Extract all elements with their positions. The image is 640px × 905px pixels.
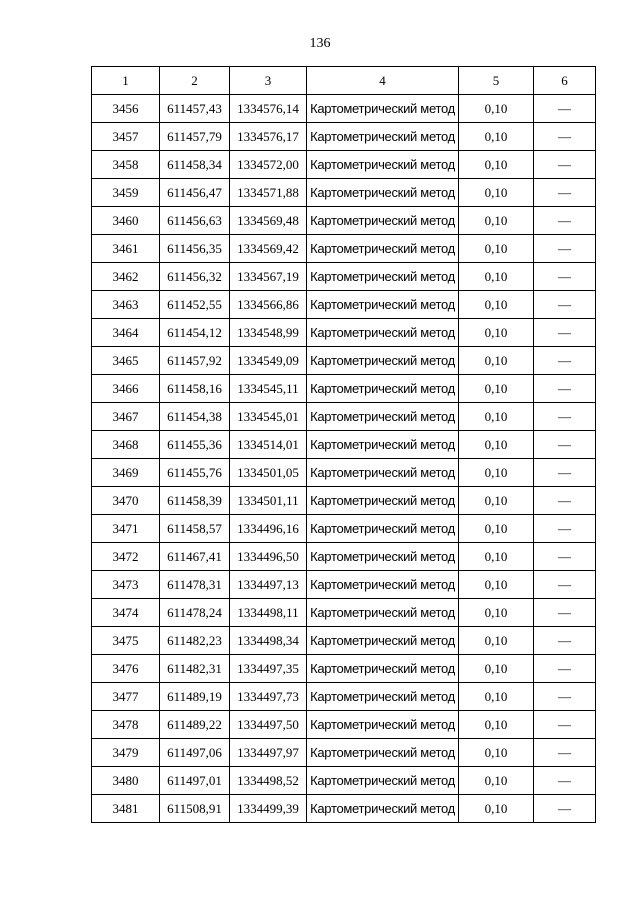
point-number-cell: 3465 xyxy=(92,347,160,375)
x-coordinate-cell: 611457,43 xyxy=(160,95,230,123)
method-cell: Картометрический метод xyxy=(307,95,459,123)
y-coordinate-cell: 1334498,34 xyxy=(230,627,307,655)
note-cell: — xyxy=(534,263,596,291)
y-coordinate-cell: 1334548,99 xyxy=(230,319,307,347)
table-row xyxy=(92,431,596,459)
point-number-cell: 3468 xyxy=(92,431,160,459)
method-cell: Картометрический метод xyxy=(307,767,459,795)
method-cell: Картометрический метод xyxy=(307,403,459,431)
x-coordinate-cell: 611478,24 xyxy=(160,599,230,627)
note-cell: — xyxy=(534,515,596,543)
note-cell: — xyxy=(534,683,596,711)
y-coordinate-cell: 1334497,50 xyxy=(230,711,307,739)
method-cell: Картометрический метод xyxy=(307,151,459,179)
note-cell: — xyxy=(534,795,596,823)
note-cell: — xyxy=(534,235,596,263)
accuracy-cell: 0,10 xyxy=(459,543,534,571)
column-header: 6 xyxy=(534,67,596,95)
x-coordinate-cell: 611458,16 xyxy=(160,375,230,403)
accuracy-cell: 0,10 xyxy=(459,795,534,823)
table-header-row xyxy=(92,67,596,95)
point-number-cell: 3456 xyxy=(92,95,160,123)
table-row xyxy=(92,739,596,767)
table-body xyxy=(92,95,596,823)
x-coordinate-cell: 611489,19 xyxy=(160,683,230,711)
x-coordinate-cell: 611456,32 xyxy=(160,263,230,291)
accuracy-cell: 0,10 xyxy=(459,263,534,291)
point-number-cell: 3467 xyxy=(92,403,160,431)
table-row xyxy=(92,319,596,347)
method-cell: Картометрический метод xyxy=(307,235,459,263)
y-coordinate-cell: 1334497,97 xyxy=(230,739,307,767)
accuracy-cell: 0,10 xyxy=(459,711,534,739)
method-cell: Картометрический метод xyxy=(307,375,459,403)
x-coordinate-cell: 611457,92 xyxy=(160,347,230,375)
note-cell: — xyxy=(534,571,596,599)
note-cell: — xyxy=(534,347,596,375)
x-coordinate-cell: 611467,41 xyxy=(160,543,230,571)
method-cell: Картометрический метод xyxy=(307,263,459,291)
table-row xyxy=(92,291,596,319)
y-coordinate-cell: 1334576,17 xyxy=(230,123,307,151)
x-coordinate-cell: 611482,31 xyxy=(160,655,230,683)
accuracy-cell: 0,10 xyxy=(459,627,534,655)
y-coordinate-cell: 1334566,86 xyxy=(230,291,307,319)
table-row xyxy=(92,599,596,627)
x-coordinate-cell: 611456,63 xyxy=(160,207,230,235)
note-cell: — xyxy=(534,403,596,431)
table-row xyxy=(92,711,596,739)
point-number-cell: 3458 xyxy=(92,151,160,179)
column-header: 3 xyxy=(230,67,307,95)
y-coordinate-cell: 1334497,35 xyxy=(230,655,307,683)
y-coordinate-cell: 1334576,14 xyxy=(230,95,307,123)
point-number-cell: 3478 xyxy=(92,711,160,739)
point-number-cell: 3481 xyxy=(92,795,160,823)
note-cell: — xyxy=(534,655,596,683)
point-number-cell: 3457 xyxy=(92,123,160,151)
accuracy-cell: 0,10 xyxy=(459,683,534,711)
point-number-cell: 3466 xyxy=(92,375,160,403)
note-cell: — xyxy=(534,711,596,739)
table-row xyxy=(92,655,596,683)
point-number-cell: 3473 xyxy=(92,571,160,599)
y-coordinate-cell: 1334498,52 xyxy=(230,767,307,795)
x-coordinate-cell: 611458,39 xyxy=(160,487,230,515)
point-number-cell: 3479 xyxy=(92,739,160,767)
y-coordinate-cell: 1334497,13 xyxy=(230,571,307,599)
note-cell: — xyxy=(534,431,596,459)
note-cell: — xyxy=(534,179,596,207)
accuracy-cell: 0,10 xyxy=(459,235,534,263)
note-cell: — xyxy=(534,151,596,179)
point-number-cell: 3480 xyxy=(92,767,160,795)
method-cell: Картометрический метод xyxy=(307,739,459,767)
table-row xyxy=(92,179,596,207)
column-header: 2 xyxy=(160,67,230,95)
y-coordinate-cell: 1334501,11 xyxy=(230,487,307,515)
point-number-cell: 3462 xyxy=(92,263,160,291)
accuracy-cell: 0,10 xyxy=(459,151,534,179)
accuracy-cell: 0,10 xyxy=(459,599,534,627)
table-row xyxy=(92,515,596,543)
accuracy-cell: 0,10 xyxy=(459,123,534,151)
accuracy-cell: 0,10 xyxy=(459,515,534,543)
accuracy-cell: 0,10 xyxy=(459,739,534,767)
column-header: 1 xyxy=(92,67,160,95)
y-coordinate-cell: 1334497,73 xyxy=(230,683,307,711)
table-row xyxy=(92,795,596,823)
point-number-cell: 3474 xyxy=(92,599,160,627)
point-number-cell: 3476 xyxy=(92,655,160,683)
table-row xyxy=(92,459,596,487)
method-cell: Картометрический метод xyxy=(307,319,459,347)
note-cell: — xyxy=(534,123,596,151)
method-cell: Картометрический метод xyxy=(307,683,459,711)
table-row xyxy=(92,543,596,571)
table-row xyxy=(92,235,596,263)
point-number-cell: 3472 xyxy=(92,543,160,571)
x-coordinate-cell: 611454,12 xyxy=(160,319,230,347)
column-header: 4 xyxy=(307,67,459,95)
accuracy-cell: 0,10 xyxy=(459,487,534,515)
y-coordinate-cell: 1334498,11 xyxy=(230,599,307,627)
accuracy-cell: 0,10 xyxy=(459,207,534,235)
accuracy-cell: 0,10 xyxy=(459,431,534,459)
table-row xyxy=(92,627,596,655)
method-cell: Картометрический метод xyxy=(307,515,459,543)
method-cell: Картометрический метод xyxy=(307,795,459,823)
method-cell: Картометрический метод xyxy=(307,543,459,571)
table-row xyxy=(92,95,596,123)
accuracy-cell: 0,10 xyxy=(459,291,534,319)
method-cell: Картометрический метод xyxy=(307,347,459,375)
note-cell: — xyxy=(534,487,596,515)
y-coordinate-cell: 1334549,09 xyxy=(230,347,307,375)
x-coordinate-cell: 611452,55 xyxy=(160,291,230,319)
accuracy-cell: 0,10 xyxy=(459,319,534,347)
x-coordinate-cell: 611497,01 xyxy=(160,767,230,795)
point-number-cell: 3459 xyxy=(92,179,160,207)
table-row xyxy=(92,263,596,291)
point-number-cell: 3469 xyxy=(92,459,160,487)
method-cell: Картометрический метод xyxy=(307,291,459,319)
x-coordinate-cell: 611455,76 xyxy=(160,459,230,487)
method-cell: Картометрический метод xyxy=(307,627,459,655)
y-coordinate-cell: 1334496,16 xyxy=(230,515,307,543)
accuracy-cell: 0,10 xyxy=(459,403,534,431)
x-coordinate-cell: 611508,91 xyxy=(160,795,230,823)
y-coordinate-cell: 1334514,01 xyxy=(230,431,307,459)
point-number-cell: 3464 xyxy=(92,319,160,347)
method-cell: Картометрический метод xyxy=(307,571,459,599)
table-row xyxy=(92,375,596,403)
point-number-cell: 3470 xyxy=(92,487,160,515)
method-cell: Картометрический метод xyxy=(307,179,459,207)
table-row xyxy=(92,683,596,711)
point-number-cell: 3475 xyxy=(92,627,160,655)
point-number-cell: 3471 xyxy=(92,515,160,543)
accuracy-cell: 0,10 xyxy=(459,347,534,375)
method-cell: Картометрический метод xyxy=(307,459,459,487)
method-cell: Картометрический метод xyxy=(307,207,459,235)
point-number-cell: 3463 xyxy=(92,291,160,319)
coordinates-table xyxy=(91,66,596,823)
y-coordinate-cell: 1334569,42 xyxy=(230,235,307,263)
accuracy-cell: 0,10 xyxy=(459,179,534,207)
method-cell: Картометрический метод xyxy=(307,599,459,627)
column-header: 5 xyxy=(459,67,534,95)
method-cell: Картометрический метод xyxy=(307,655,459,683)
accuracy-cell: 0,10 xyxy=(459,375,534,403)
note-cell: — xyxy=(534,627,596,655)
note-cell: — xyxy=(534,459,596,487)
x-coordinate-cell: 611482,23 xyxy=(160,627,230,655)
method-cell: Картометрический метод xyxy=(307,431,459,459)
table-row xyxy=(92,123,596,151)
method-cell: Картометрический метод xyxy=(307,487,459,515)
note-cell: — xyxy=(534,375,596,403)
note-cell: — xyxy=(534,739,596,767)
y-coordinate-cell: 1334571,88 xyxy=(230,179,307,207)
method-cell: Картометрический метод xyxy=(307,711,459,739)
x-coordinate-cell: 611458,57 xyxy=(160,515,230,543)
accuracy-cell: 0,10 xyxy=(459,655,534,683)
table-row xyxy=(92,207,596,235)
x-coordinate-cell: 611497,06 xyxy=(160,739,230,767)
note-cell: — xyxy=(534,543,596,571)
y-coordinate-cell: 1334569,48 xyxy=(230,207,307,235)
x-coordinate-cell: 611456,47 xyxy=(160,179,230,207)
method-cell: Картометрический метод xyxy=(307,123,459,151)
point-number-cell: 3477 xyxy=(92,683,160,711)
y-coordinate-cell: 1334545,11 xyxy=(230,375,307,403)
note-cell: — xyxy=(534,599,596,627)
x-coordinate-cell: 611458,34 xyxy=(160,151,230,179)
y-coordinate-cell: 1334572,00 xyxy=(230,151,307,179)
x-coordinate-cell: 611455,36 xyxy=(160,431,230,459)
point-number-cell: 3461 xyxy=(92,235,160,263)
x-coordinate-cell: 611457,79 xyxy=(160,123,230,151)
note-cell: — xyxy=(534,95,596,123)
y-coordinate-cell: 1334545,01 xyxy=(230,403,307,431)
note-cell: — xyxy=(534,291,596,319)
note-cell: — xyxy=(534,207,596,235)
x-coordinate-cell: 611454,38 xyxy=(160,403,230,431)
table-row xyxy=(92,767,596,795)
table-row xyxy=(92,487,596,515)
accuracy-cell: 0,10 xyxy=(459,95,534,123)
x-coordinate-cell: 611489,22 xyxy=(160,711,230,739)
page-number: 136 xyxy=(309,36,331,51)
table-row xyxy=(92,571,596,599)
y-coordinate-cell: 1334501,05 xyxy=(230,459,307,487)
note-cell: — xyxy=(534,319,596,347)
y-coordinate-cell: 1334499,39 xyxy=(230,795,307,823)
table-row xyxy=(92,403,596,431)
x-coordinate-cell: 611478,31 xyxy=(160,571,230,599)
y-coordinate-cell: 1334496,50 xyxy=(230,543,307,571)
accuracy-cell: 0,10 xyxy=(459,767,534,795)
point-number-cell: 3460 xyxy=(92,207,160,235)
table-row xyxy=(92,347,596,375)
note-cell: — xyxy=(534,767,596,795)
table-row xyxy=(92,151,596,179)
y-coordinate-cell: 1334567,19 xyxy=(230,263,307,291)
x-coordinate-cell: 611456,35 xyxy=(160,235,230,263)
accuracy-cell: 0,10 xyxy=(459,571,534,599)
accuracy-cell: 0,10 xyxy=(459,459,534,487)
